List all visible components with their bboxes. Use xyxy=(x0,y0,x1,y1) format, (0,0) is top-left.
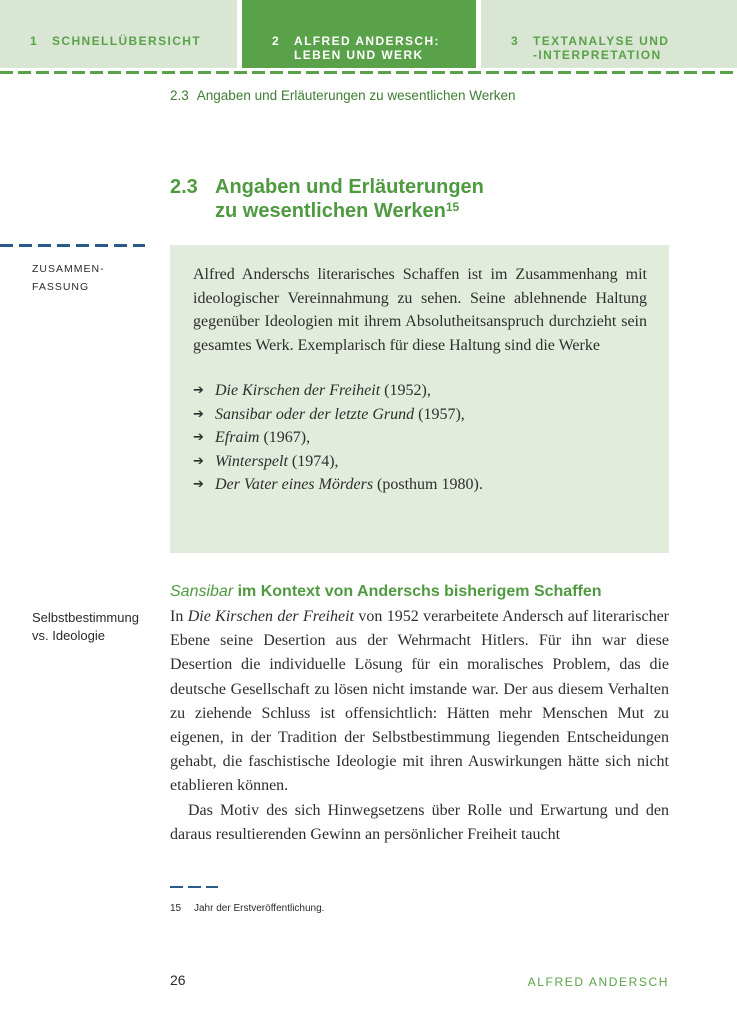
list-item xyxy=(193,426,647,450)
summary-dashed-marker xyxy=(0,244,145,247)
margin-note-line2: vs. Ideologie xyxy=(32,628,105,643)
paragraph-1 xyxy=(170,605,669,799)
paragraph-text: von 1952 verarbeitete Andersch auf literarischer Ebene seine Desertion aus der Wehrmacht Hitlers. Für ihn war diese Desertion die individuelle Lösung für ein moralisches Problem, das die deutsche Gesellschaft zu lösen nicht imstande war. Der aus diesem Verhalten zu ziehende Schluss ist offensichtlich: Hätten mehr Menschen Mut zu eigenen, in der Tradition der Selbstbestimmung liegenden Entscheidungen gehabt, die faschistische Ideologie mit ihren Auswirkungen hätte sich nicht etablieren können. xyxy=(170,608,669,795)
subsection-heading-italic: Sansibar xyxy=(170,583,234,600)
arrow-right-icon: ➔ xyxy=(193,453,204,469)
summary-margin-label xyxy=(32,260,105,296)
subsection-heading-text: im Kontext von Anderschs bisherigem Schaffen xyxy=(233,583,602,600)
work-title: Efraim xyxy=(215,429,260,446)
header-dashed-rule xyxy=(0,71,737,74)
footnote xyxy=(170,903,324,914)
margin-note-line1: Selbstbestimmung xyxy=(32,610,139,625)
footnote-text: Jahr der Erstveröffentlichung. xyxy=(194,903,325,914)
tab-label-line2: LEBEN UND WERK xyxy=(294,48,424,62)
list-item xyxy=(193,450,647,474)
summary-label-line2: FASSUNG xyxy=(32,281,90,293)
running-head xyxy=(170,88,516,103)
list-item xyxy=(193,403,647,427)
arrow-right-icon: ➔ xyxy=(193,406,204,422)
tab-number: 1 xyxy=(30,34,39,48)
footnote-number: 15 xyxy=(170,903,182,914)
running-head-number: 2.3 xyxy=(170,88,189,103)
margin-note xyxy=(32,609,139,645)
section-number: 2.3 xyxy=(170,176,198,198)
work-year: (1967), xyxy=(259,429,311,446)
list-item xyxy=(193,379,647,403)
works-list xyxy=(193,379,647,497)
title-line1: Angaben und Erläuterungen xyxy=(215,176,484,198)
running-head-text: Angaben und Erläuterungen zu wesentlichen Werken xyxy=(196,88,516,103)
arrow-right-icon: ➔ xyxy=(193,383,204,398)
tab-number: 3 xyxy=(511,34,520,48)
tab-textanalyse[interactable] xyxy=(481,0,737,68)
work-title: Die Kirschen der Freiheit xyxy=(187,608,354,625)
summary-box xyxy=(170,245,669,553)
work-title: Winterspelt xyxy=(215,452,288,470)
list-item xyxy=(193,473,647,497)
arrow-right-icon: ➔ xyxy=(193,430,204,445)
tab-label-line2: -INTERPRETATION xyxy=(533,48,662,62)
paragraph-2: Das Motiv des sich Hinwegsetzens über Rolle und Erwartung und den daraus resultierenden Gewinn an persönlicher Freiheit taucht xyxy=(170,801,669,843)
tab-schnelluebersicht[interactable] xyxy=(0,0,237,68)
work-year: (1974), xyxy=(287,452,339,470)
page-number: 26 xyxy=(170,972,186,988)
work-title: Sansibar oder der letzte Grund xyxy=(215,405,415,423)
tab-leben-und-werk[interactable] xyxy=(242,0,476,68)
work-year: (1952), xyxy=(380,382,431,399)
paragraph-text: In xyxy=(170,608,188,625)
work-title: Der Vater eines Mörders xyxy=(215,476,374,493)
body-text xyxy=(170,605,669,847)
summary-text: Alfred Anderschs literarisches Schaffen ist im Zusammenhang mit ideologischer Vereinnahmung zu sehen. Seine ablehnende Haltung gegenüber Ideologien mit ihrem Absolutheitsanspruch durchzieht sein gesamtes Werk. Exemplarisch für diese Haltung sind die Werke xyxy=(193,266,647,354)
arrow-right-icon: ➔ xyxy=(193,477,204,492)
work-year: (1957), xyxy=(414,405,465,423)
section-title xyxy=(170,175,484,223)
work-title: Die Kirschen der Freiheit xyxy=(215,382,381,399)
footnote-rule xyxy=(170,886,218,888)
summary-label-line1: ZUSAMMEN- xyxy=(32,263,105,275)
tab-label: SCHNELLÜBERSICHT xyxy=(52,34,202,48)
tab-label-line1: ALFRED ANDERSCH: xyxy=(294,34,440,48)
tab-label-line1: TEXTANALYSE UND xyxy=(533,34,670,48)
book-title: ALFRED ANDERSCH xyxy=(527,975,669,989)
tab-number: 2 xyxy=(272,34,281,48)
work-year: (posthum 1980). xyxy=(373,476,483,493)
chapter-tabs xyxy=(0,0,737,68)
subsection-heading xyxy=(170,583,602,601)
title-line2: zu wesentlichen Werken xyxy=(215,200,446,222)
footnote-reference[interactable]: 15 xyxy=(445,200,460,214)
